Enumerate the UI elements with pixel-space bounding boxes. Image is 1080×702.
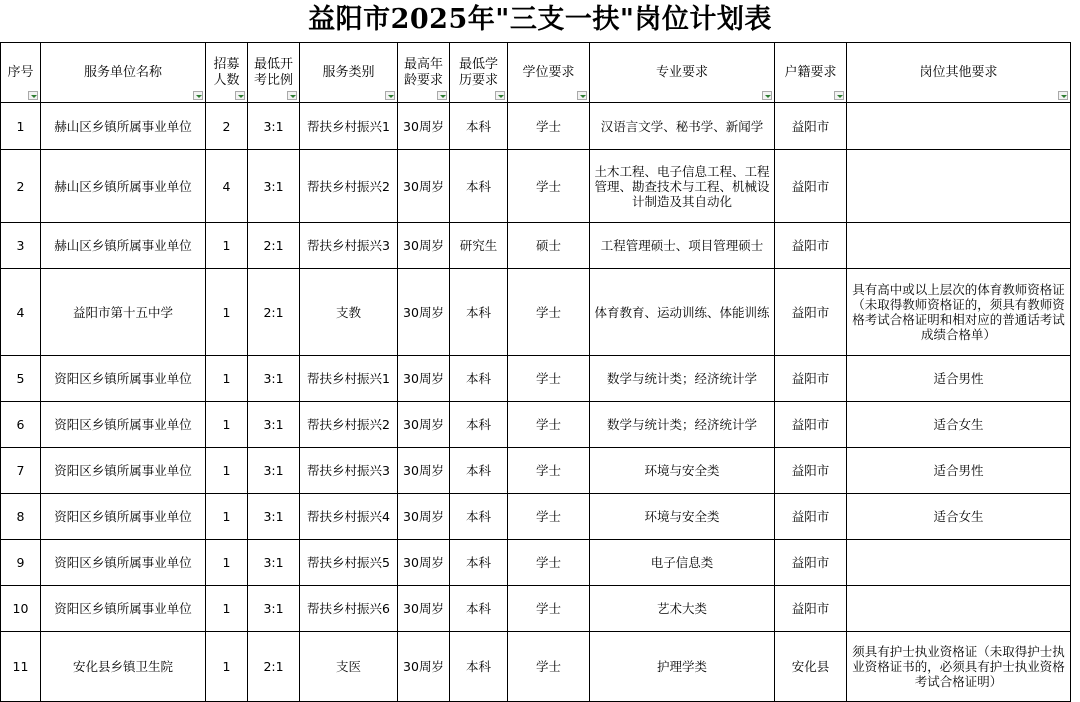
cell-major: 数学与统计类；经济统计学 [590,402,775,448]
cell-edu: 本科 [450,356,508,402]
header-cell: 专业要求 [590,43,775,103]
cell-ratio: 3:1 [248,402,300,448]
cell-count: 1 [206,448,248,494]
cell-unit: 赫山区乡镇所属事业单位 [41,223,206,269]
cell-hukou: 益阳市 [775,356,847,402]
cell-hukou: 益阳市 [775,223,847,269]
cell-category: 帮扶乡村振兴2 [300,402,398,448]
cell-major: 电子信息类 [590,540,775,586]
cell-category: 支医 [300,632,398,702]
cell-major: 汉语言文学、秘书学、新闻学 [590,103,775,150]
cell-age: 30周岁 [398,632,450,702]
cell-ratio: 3:1 [248,494,300,540]
cell-category: 支教 [300,269,398,356]
cell-edu: 本科 [450,150,508,223]
table-row [1,632,1071,702]
cell-hukou: 益阳市 [775,150,847,223]
dropdown-filter-icon[interactable] [385,91,395,100]
cell-other [847,223,1071,269]
cell-count: 4 [206,150,248,223]
cell-ratio: 3:1 [248,540,300,586]
cell-count: 1 [206,356,248,402]
cell-major: 工程管理硕士、项目管理硕士 [590,223,775,269]
cell-ratio: 3:1 [248,356,300,402]
cell-unit: 赫山区乡镇所属事业单位 [41,150,206,223]
dropdown-filter-icon[interactable] [28,91,38,100]
table-row [1,402,1071,448]
cell-unit: 资阳区乡镇所属事业单位 [41,448,206,494]
plan-table [0,42,1071,702]
cell-hukou: 益阳市 [775,269,847,356]
cell-count: 1 [206,494,248,540]
cell-category: 帮扶乡村振兴5 [300,540,398,586]
dropdown-filter-icon[interactable] [834,91,844,100]
header-cell: 招募人数 [206,43,248,103]
cell-category: 帮扶乡村振兴3 [300,223,398,269]
header-cell: 最高年龄要求 [398,43,450,103]
header-cell: 岗位其他要求 [847,43,1071,103]
cell-degree: 学士 [508,150,590,223]
cell-other: 适合女生 [847,494,1071,540]
table-row [1,223,1071,269]
cell-no: 8 [1,494,41,540]
cell-hukou: 益阳市 [775,103,847,150]
cell-category: 帮扶乡村振兴2 [300,150,398,223]
cell-category: 帮扶乡村振兴1 [300,356,398,402]
dropdown-filter-icon[interactable] [577,91,587,100]
cell-other [847,586,1071,632]
cell-edu: 本科 [450,269,508,356]
header-cell: 户籍要求 [775,43,847,103]
table-row [1,540,1071,586]
dropdown-filter-icon[interactable] [1058,91,1068,100]
cell-age: 30周岁 [398,103,450,150]
cell-other: 具有高中或以上层次的体育教师资格证（未取得教师资格证的，须具有教师资格考试合格证明和相对应的普通话考试成绩合格单） [847,269,1071,356]
cell-hukou: 益阳市 [775,494,847,540]
cell-ratio: 3:1 [248,586,300,632]
cell-hukou: 益阳市 [775,448,847,494]
cell-ratio: 3:1 [248,103,300,150]
cell-degree: 学士 [508,402,590,448]
cell-ratio: 2:1 [248,632,300,702]
cell-no: 4 [1,269,41,356]
cell-edu: 本科 [450,632,508,702]
cell-age: 30周岁 [398,269,450,356]
cell-degree: 学士 [508,448,590,494]
cell-major: 土木工程、电子信息工程、工程管理、勘查技术与工程、机械设计制造及其自动化 [590,150,775,223]
cell-count: 1 [206,402,248,448]
cell-age: 30周岁 [398,448,450,494]
cell-count: 1 [206,223,248,269]
dropdown-filter-icon[interactable] [762,91,772,100]
cell-ratio: 2:1 [248,223,300,269]
cell-other: 须具有护士执业资格证（未取得护士执业资格证书的，必须具有护士执业资格考试合格证明） [847,632,1071,702]
cell-degree: 学士 [508,269,590,356]
cell-major: 护理学类 [590,632,775,702]
table-row [1,356,1071,402]
cell-other [847,103,1071,150]
cell-unit: 资阳区乡镇所属事业单位 [41,402,206,448]
cell-age: 30周岁 [398,494,450,540]
cell-no: 2 [1,150,41,223]
cell-other [847,150,1071,223]
cell-hukou: 益阳市 [775,540,847,586]
cell-edu: 本科 [450,402,508,448]
cell-hukou: 益阳市 [775,586,847,632]
header-cell: 最低开考比例 [248,43,300,103]
cell-unit: 安化县乡镇卫生院 [41,632,206,702]
cell-edu: 本科 [450,103,508,150]
cell-age: 30周岁 [398,150,450,223]
cell-unit: 益阳市第十五中学 [41,269,206,356]
table-row [1,586,1071,632]
cell-hukou: 益阳市 [775,402,847,448]
cell-major: 艺术大类 [590,586,775,632]
table-row [1,103,1071,150]
header-cell: 学位要求 [508,43,590,103]
dropdown-filter-icon[interactable] [287,91,297,100]
cell-no: 7 [1,448,41,494]
cell-major: 数学与统计类；经济统计学 [590,356,775,402]
cell-age: 30周岁 [398,402,450,448]
cell-degree: 学士 [508,494,590,540]
cell-ratio: 3:1 [248,150,300,223]
cell-no: 9 [1,540,41,586]
dropdown-filter-icon[interactable] [437,91,447,100]
cell-major: 环境与安全类 [590,448,775,494]
cell-ratio: 3:1 [248,448,300,494]
cell-no: 5 [1,356,41,402]
cell-edu: 本科 [450,448,508,494]
cell-unit: 资阳区乡镇所属事业单位 [41,586,206,632]
cell-degree: 硕士 [508,223,590,269]
header-cell: 服务单位名称 [41,43,206,103]
cell-age: 30周岁 [398,356,450,402]
page-title: 益阳市2025年"三支一扶"岗位计划表 [308,4,772,35]
header-cell: 序号 [1,43,41,103]
table-row [1,494,1071,540]
cell-no: 1 [1,103,41,150]
cell-unit: 资阳区乡镇所属事业单位 [41,494,206,540]
cell-degree: 学士 [508,632,590,702]
cell-other: 适合男性 [847,448,1071,494]
table-row [1,269,1071,356]
cell-no: 6 [1,402,41,448]
cell-hukou: 安化县 [775,632,847,702]
header-cell: 服务类别 [300,43,398,103]
cell-no: 3 [1,223,41,269]
cell-edu: 本科 [450,540,508,586]
cell-unit: 赫山区乡镇所属事业单位 [41,103,206,150]
cell-category: 帮扶乡村振兴1 [300,103,398,150]
cell-other: 适合女生 [847,402,1071,448]
cell-no: 11 [1,632,41,702]
cell-unit: 资阳区乡镇所属事业单位 [41,540,206,586]
cell-no: 10 [1,586,41,632]
cell-age: 30周岁 [398,540,450,586]
cell-age: 30周岁 [398,586,450,632]
header-row [1,43,1071,103]
cell-edu: 本科 [450,494,508,540]
cell-count: 1 [206,540,248,586]
cell-unit: 资阳区乡镇所属事业单位 [41,356,206,402]
cell-count: 1 [206,269,248,356]
cell-other: 适合男性 [847,356,1071,402]
cell-degree: 学士 [508,540,590,586]
cell-edu: 研究生 [450,223,508,269]
table-row [1,150,1071,223]
dropdown-filter-icon[interactable] [495,91,505,100]
cell-ratio: 2:1 [248,269,300,356]
cell-edu: 本科 [450,586,508,632]
cell-count: 2 [206,103,248,150]
dropdown-filter-icon[interactable] [193,91,203,100]
header-cell: 最低学历要求 [450,43,508,103]
table-row [1,448,1071,494]
cell-other [847,540,1071,586]
cell-degree: 学士 [508,586,590,632]
cell-count: 1 [206,586,248,632]
cell-category: 帮扶乡村振兴3 [300,448,398,494]
cell-major: 环境与安全类 [590,494,775,540]
cell-major: 体育教育、运动训练、体能训练 [590,269,775,356]
cell-degree: 学士 [508,103,590,150]
cell-count: 1 [206,632,248,702]
cell-degree: 学士 [508,356,590,402]
cell-category: 帮扶乡村振兴6 [300,586,398,632]
cell-category: 帮扶乡村振兴4 [300,494,398,540]
cell-age: 30周岁 [398,223,450,269]
dropdown-filter-icon[interactable] [235,91,245,100]
